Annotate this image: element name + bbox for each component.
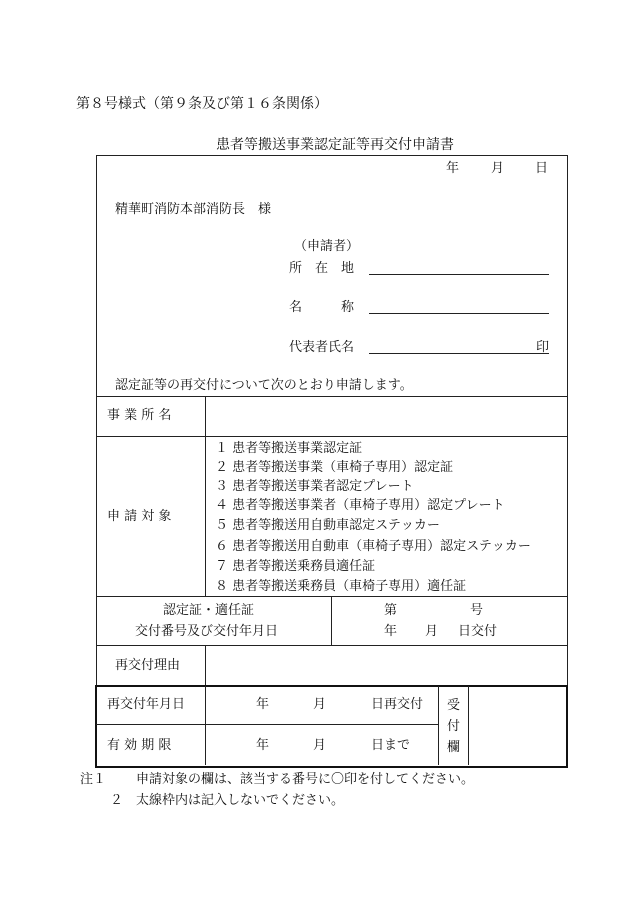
cert-date-month: 月: [425, 624, 439, 639]
reception-char-3: 欄: [447, 740, 461, 755]
row-line-1: [96, 396, 568, 397]
date-day: 日: [535, 161, 549, 176]
cert-divider: [331, 596, 332, 645]
office-use-row-line: [96, 724, 438, 725]
frame-right: [567, 155, 568, 686]
row-line-4: [96, 645, 568, 646]
reason-field[interactable]: [207, 647, 565, 685]
representative-field[interactable]: [369, 353, 549, 354]
office-field[interactable]: [207, 398, 565, 435]
target-item-7[interactable]: ７ 患者等搬送乗務員適任証: [215, 559, 376, 574]
target-item-1[interactable]: １ 患者等搬送事業認定証: [215, 441, 363, 456]
date-year: 年: [446, 161, 460, 176]
office-use-label-divider: [205, 686, 206, 765]
name-field[interactable]: [369, 313, 549, 314]
target-label: 申 請 対 象: [107, 509, 172, 524]
note-1-prefix: 注１: [80, 772, 107, 787]
address-label: 所 在 地: [289, 261, 355, 276]
reason-label: 再交付理由: [115, 658, 181, 673]
reception-char-1: 受: [447, 698, 461, 713]
validity-suffix: 日まで: [371, 738, 411, 753]
target-item-8[interactable]: ８ 患者等搬送乗務員（車椅子専用）適任証: [215, 579, 467, 594]
cert-number-suffix: 号: [470, 603, 484, 618]
seal-mark: 印: [536, 340, 550, 355]
cert-date-suffix: 日交付: [458, 624, 498, 639]
frame-left: [96, 155, 97, 686]
cert-date-year: 年: [384, 624, 398, 639]
label-divider-b: [205, 645, 206, 686]
target-item-3[interactable]: ３ 患者等搬送事業者認定プレート: [215, 479, 414, 494]
office-use-reception-divider-b: [468, 686, 469, 765]
name-label: 名 称: [289, 300, 355, 315]
note-2: 太線枠内は記入しないでください。: [136, 793, 345, 808]
label-divider-a: [205, 396, 206, 596]
target-item-6[interactable]: ６ 患者等搬送用自動車（車椅子専用）認定ステッカー: [215, 539, 531, 554]
target-item-4[interactable]: ４ 患者等搬送事業者（車椅子専用）認定プレート: [215, 498, 505, 513]
office-use-reception-divider-a: [438, 686, 439, 765]
reissue-date-month: 月: [313, 697, 327, 712]
validity-month: 月: [313, 738, 327, 753]
cert-number-prefix: 第: [384, 603, 398, 618]
row-line-3: [96, 596, 568, 597]
form-number: 第８号様式（第９条及び第１６条関係）: [76, 96, 328, 112]
statement: 認定証等の再交付について次のとおり申請します。: [115, 378, 413, 393]
representative-label: 代表者氏名: [289, 340, 355, 355]
validity-label: 有 効 期 限: [107, 738, 172, 753]
cert-label-line2: 交付番号及び交付年月日: [135, 624, 279, 639]
reissue-date-label: 再交付年月日: [107, 697, 186, 712]
frame-top: [96, 155, 568, 156]
target-item-5[interactable]: ５ 患者等搬送用自動車認定ステッカー: [215, 518, 440, 533]
target-item-2[interactable]: ２ 患者等搬送事業（車椅子専用）認定証: [215, 460, 454, 475]
row-line-2: [96, 436, 568, 437]
office-label: 事 業 所 名: [107, 408, 172, 423]
applicant-heading: （申請者）: [294, 239, 360, 254]
form-title: 患者等搬送事業認定証等再交付申請書: [216, 137, 454, 153]
address-field[interactable]: [369, 274, 549, 275]
date-month: 月: [491, 161, 505, 176]
cert-label-line1: 認定証・適任証: [163, 603, 255, 618]
note-1: 申請対象の欄は、該当する番号に〇印を付してください。: [136, 772, 475, 787]
addressee: 精華町消防本部消防長 様: [115, 202, 272, 217]
reissue-date-year: 年: [256, 697, 270, 712]
reception-char-2: 付: [447, 719, 461, 734]
note-2-prefix: ２: [110, 793, 124, 808]
validity-year: 年: [256, 738, 270, 753]
reissue-date-suffix: 日再交付: [371, 697, 424, 712]
